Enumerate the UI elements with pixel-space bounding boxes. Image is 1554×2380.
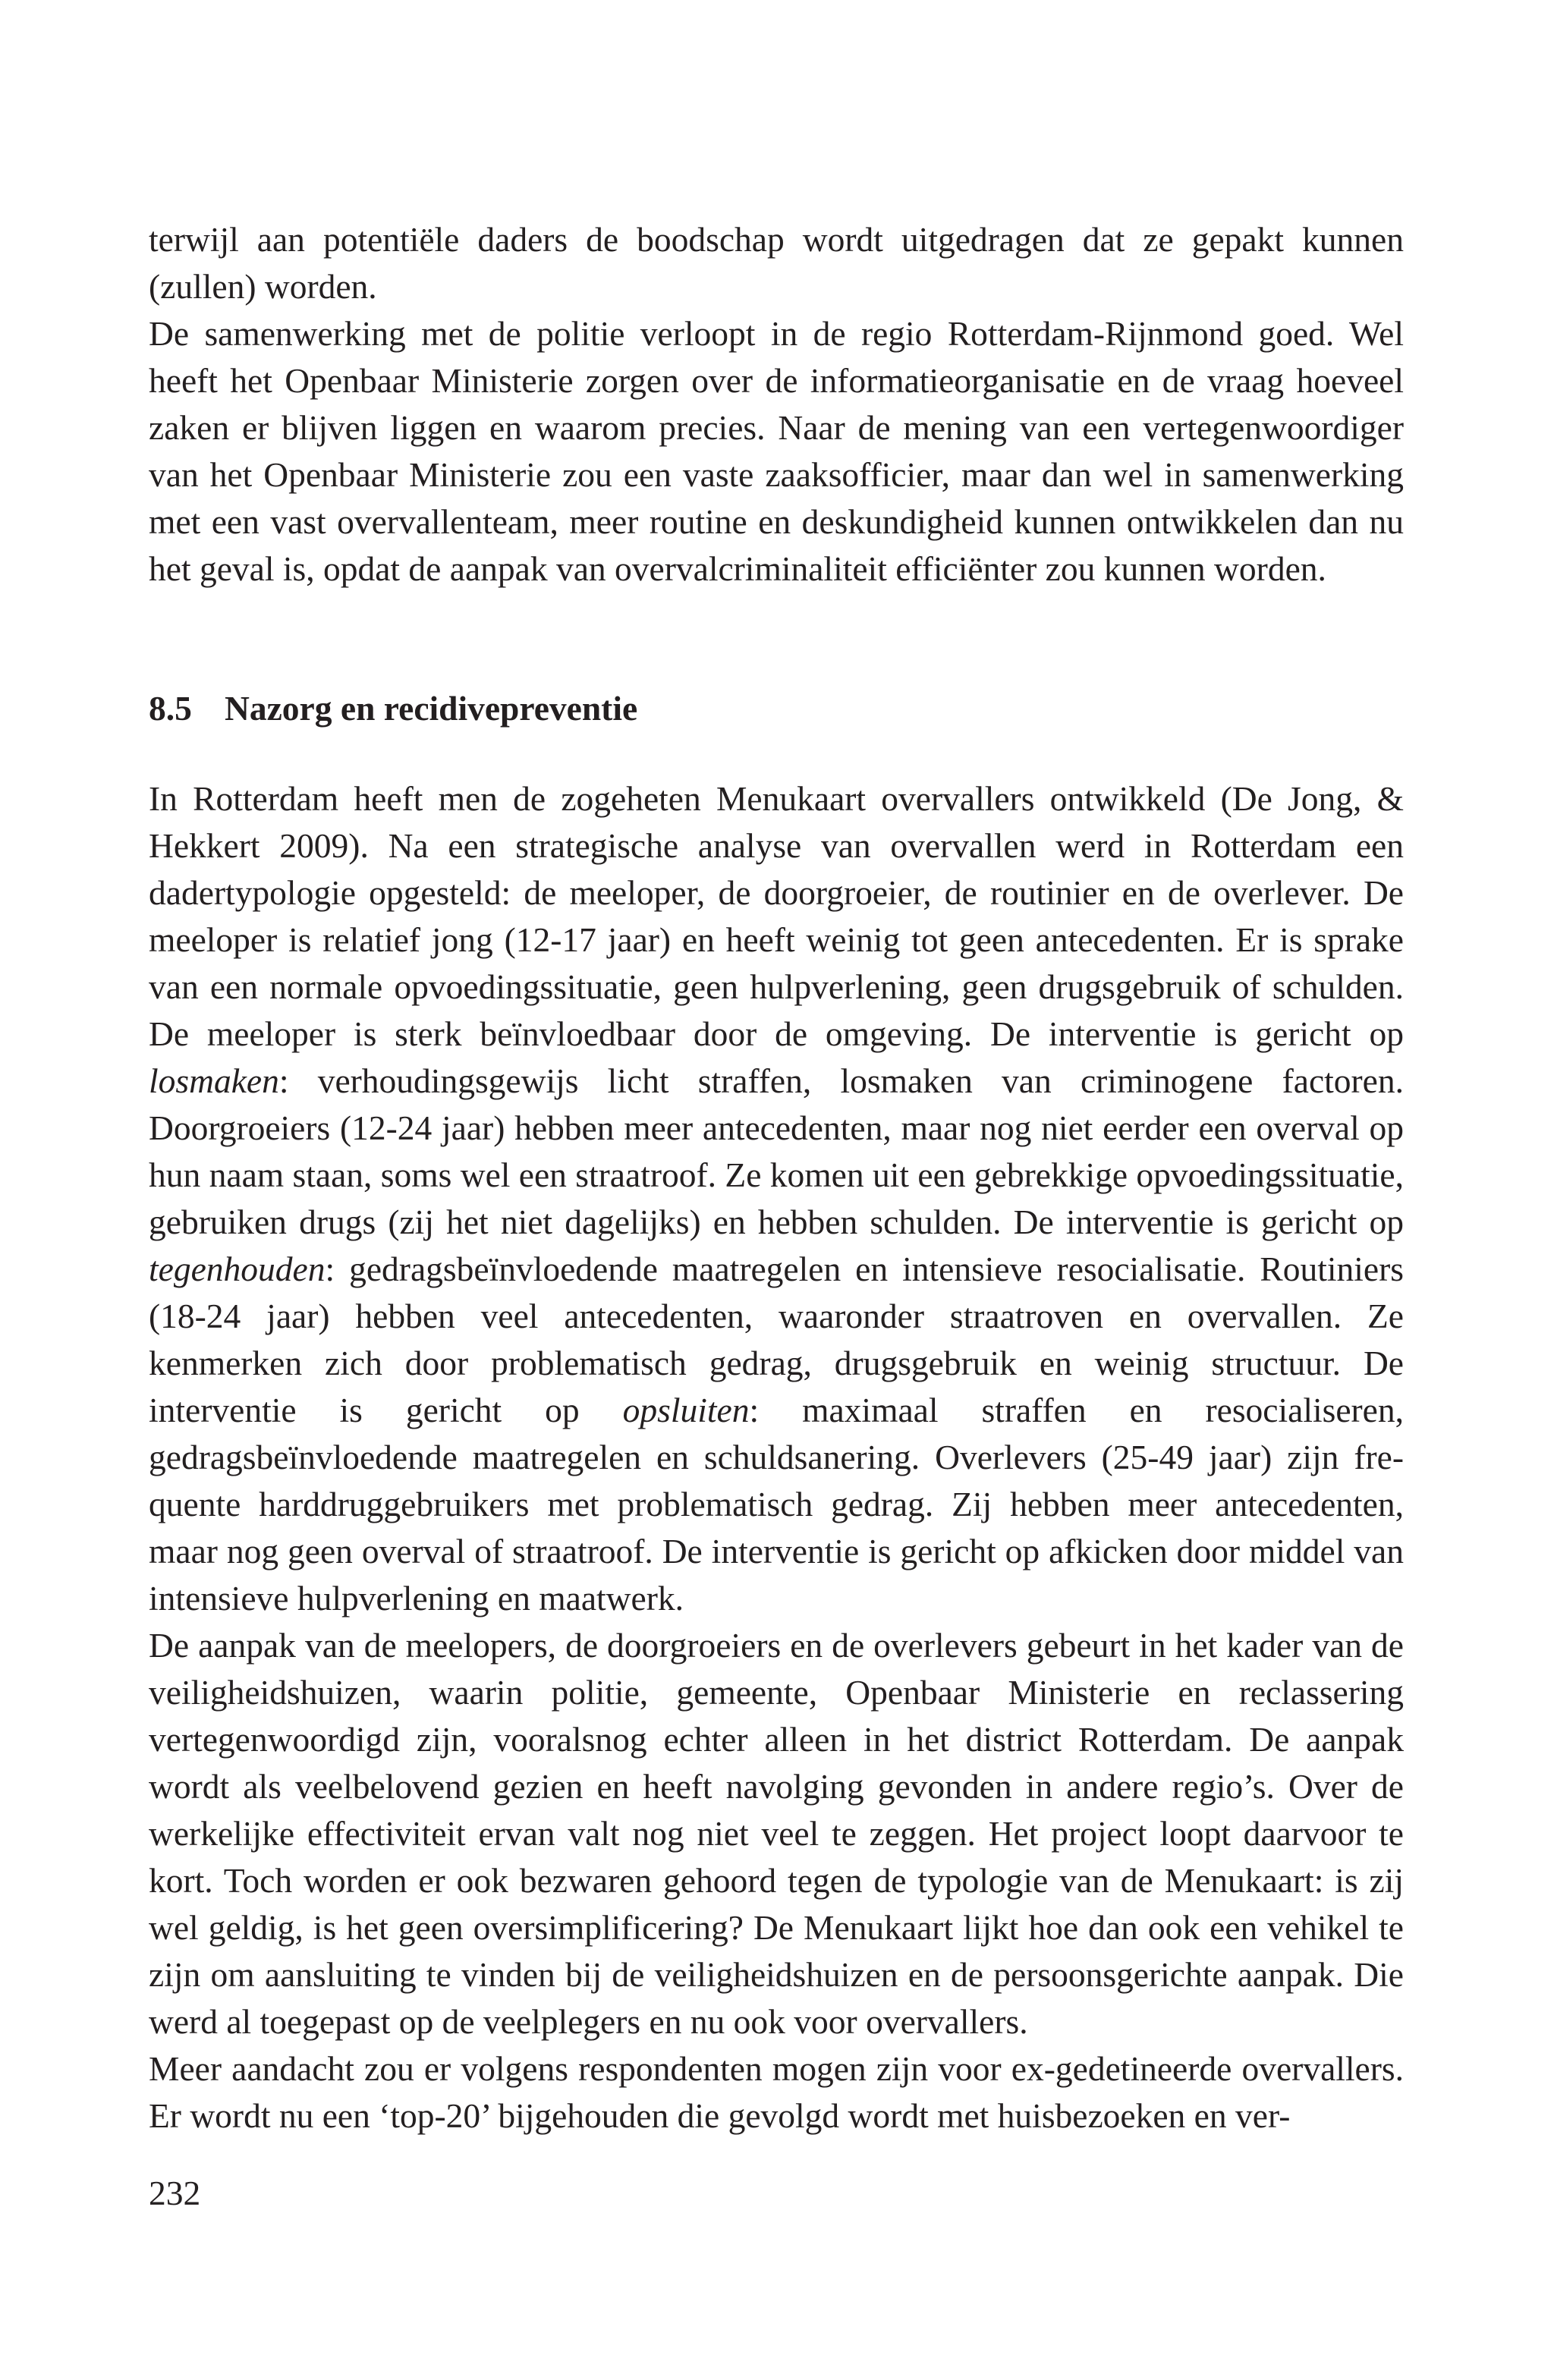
- paragraph: Meer aandacht zou er volgens respondenten mogen zijn voor ex-gedetineerde overvallers. Er wordt nu een ‘top-20’ bijgehouden die gevolgd wordt met huisbezoeken en ver-: [149, 2049, 1404, 2135]
- emphasis-term: opsluiten: [622, 1391, 750, 1429]
- page-number: 232: [149, 2174, 201, 2212]
- section-title: Nazorg en recidivepreventie: [225, 689, 638, 728]
- text-run: In Rotterdam heeft men de zogeheten Menukaart overvallers ontwikkeld (De Jong, & Hekkert 2009). Na een strategische analyse van overvallen werd in Rotterdam een dadertypologie opgesteld: de meeloper, de doorgroeier, de routinier en de overlever. De meeloper is relatief jong (12-17 jaar) en heeft weinig tot geen antecedenten. Er is sprake van een normale opvoedingssituatie, geen hulpverlening, geen drugsgebruik of schulden. De meeloper is sterk beïnvloedbaar door de omgeving. De interventie is gericht op: [149, 779, 1404, 1053]
- section-heading: [149, 685, 637, 732]
- emphasis-term: losmaken: [149, 1061, 279, 1100]
- text-run: : gedragsbeïnvloedende maatregelen en intensieve resocialisatie. Routiniers (18-24 jaar) hebben veel antecedenten, waaronder straatroven en overvallen. Ze kenmerken zich door problematisch gedrag, drugsgebruik en weinig structuur. De interventie is gericht op: [149, 1250, 1404, 1429]
- intro-text-block: [149, 216, 1404, 593]
- paragraph: De aanpak van de meelopers, de doorgroeiers en de overlevers gebeurt in het kader van de veiligheidshuizen, waarin politie, gemeente, Openbaar Ministerie en reclassering vertegenwoordigd zijn, vooralsnog echter alleen in het district Rotterdam. De aanpak wordt als veelbelovend gezien en heeft navolging gevonden in andere regio’s. Over de werkelijke effectiviteit ervan valt nog niet veel te zeggen. Het project loopt daarvoor te kort. Toch worden er ook bezwaren gehoord tegen de typologie van de Menukaart: is zij wel geldig, is het geen oversimplificering? De Menukaart lijkt hoe dan ook een vehikel te zijn om aansluiting te vinden bij de veiligheidshuizen en de persoonsgerichte aanpak. Die werd al toegepast op de veelplegers en nu ook voor overvallers.: [149, 1626, 1404, 2041]
- text-run: : verhoudingsgewijs licht straffen, losmaken van criminogene factoren. Doorgroeiers (12-24 jaar) hebben meer antecedenten, maar nog niet eerder een overval op hun naam staan, soms wel een straatroof. Ze komen uit een gebrekkige opvoedingssituatie, gebruiken drugs (zij het niet dagelijks) en hebben schulden. De interventie is gericht op: [149, 1061, 1404, 1241]
- text-run: : maximaal straffen en resocialiseren, gedragsbeïnvloedende maatregelen en schuldsanering. Overlevers (25-49 jaar) zijn frequente harddruggebruikers met problematisch gedrag. Zij hebben meer antecedenten, maar nog geen overval of straatroof. De interventie is gericht op afkicken door middel van intensieve hulpverlening en maatwerk.: [149, 1391, 1404, 1618]
- paragraph: De samenwerking met de politie verloopt in de regio Rotterdam-Rijnmond goed. Wel heeft het Openbaar Ministerie zorgen over de informatieorganisatie en de vraag hoeveel zaken er blijven liggen en waarom precies. Naar de mening van een vertegenwoordiger van het Openbaar Ministerie zou een vaste zaaksofficier, maar dan wel in samenwerking met een vast overvallenteam, meer routine en deskundigheid kunnen ontwikkelen dan nu het geval is, opdat de aanpak van overvalcriminaliteit efficiënter zou kunnen worden.: [149, 314, 1404, 588]
- section-body: [149, 775, 1404, 2139]
- section-number: 8.5: [149, 689, 192, 728]
- paragraph-typology: [149, 775, 1404, 1622]
- emphasis-term: tegenhouden: [149, 1250, 326, 1288]
- paragraph: terwijl aan potentiële daders de boodschap wordt uitgedragen dat ze gepakt kunnen (zullen) worden.: [149, 220, 1404, 306]
